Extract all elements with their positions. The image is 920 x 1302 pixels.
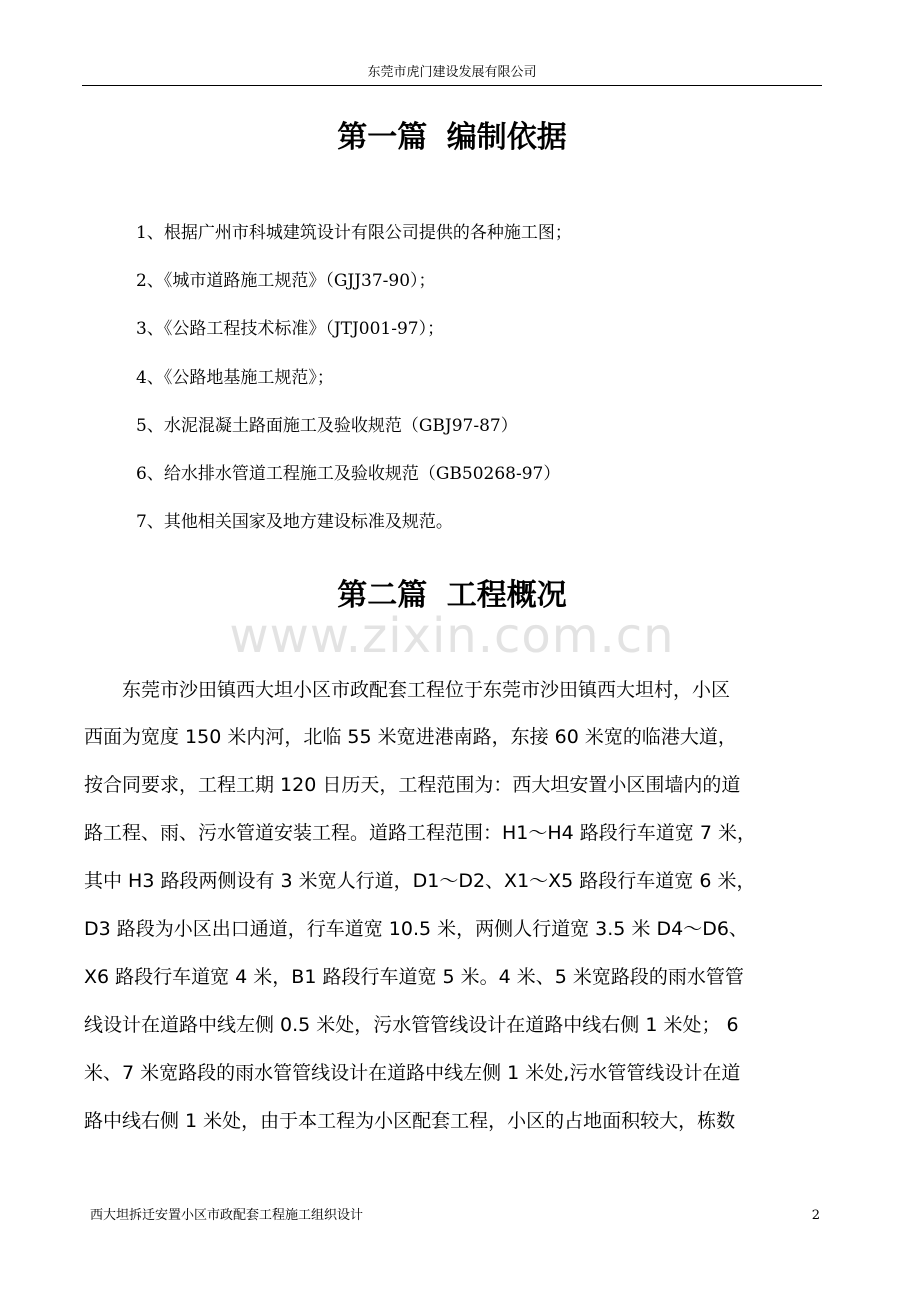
basis-item: 3、《公路工程技术标准》（JTJ001-97）； (136, 319, 445, 339)
page-header: 东莞市虎门建设发展有限公司 (367, 65, 537, 80)
section-title-basis: 第一篇 编制依据 (337, 120, 567, 155)
overview-line: 路工程、雨、污水管道安装工程。道路工程范围：H1～H4 路段行车道宽 7 米， (84, 822, 756, 844)
section-title-overview: 第二篇 工程概况 (337, 578, 567, 613)
page-footer: 西大坦拆迁安置小区市政配套工程施工组织设计 (90, 1208, 364, 1223)
overview-line: D3 路段为小区出口通道，行车道宽 10.5 米，两侧人行道宽 3.5 米 D4～D6、 (84, 918, 748, 940)
basis-item: 2、《城市道路施工规范》（GJJ37-90）； (136, 271, 436, 291)
overview-line: X6 路段行车道宽 4 米，B1 路段行车道宽 5 米。4 米、5 米宽路段的雨水管管 (84, 966, 744, 988)
basis-item: 1、根据广州市科城建筑设计有限公司提供的各种施工图； (136, 223, 572, 243)
overview-line: 路中线右侧 1 米处，由于本工程为小区配套工程，小区的占地面积较大，栋数 (84, 1110, 736, 1132)
overview-line: 按合同要求，工程工期 120 日历天，工程范围为：西大坦安置小区围墙内的道 (84, 774, 741, 796)
overview-line: 其中 H3 路段两侧设有 3 米宽人行道，D1～D2、X1～X5 路段行车道宽 6 米， (84, 870, 756, 892)
overview-line: 西面为宽度 150 米内河，北临 55 米宽进港南路，东接 60 米宽的临港大道， (84, 726, 737, 748)
header-rule (82, 85, 822, 86)
overview-line: 线设计在道路中线左侧 0.5 米处，污水管管线设计在道路中线右侧 1 米处； 6 (84, 1014, 739, 1036)
basis-item: 5、水泥混凝土路面施工及验收规范（GBJ97-87） (136, 416, 518, 436)
watermark: www.zixin.com.cn (229, 608, 675, 664)
page-number: 2 (811, 1208, 820, 1223)
overview-line: 东莞市沙田镇西大坦小区市政配套工程位于东莞市沙田镇西大坦村，小区 (84, 679, 731, 701)
basis-item: 6、给水排水管道工程施工及验收规范（GB50268-97） (136, 464, 561, 484)
basis-item: 7、其他相关国家及地方建设标准及规范。 (136, 512, 453, 532)
basis-item: 4、《公路地基施工规范》； (136, 368, 334, 388)
overview-line: 米、7 米宽路段的雨水管管线设计在道路中线左侧 1 米处,污水管管线设计在道 (84, 1062, 741, 1084)
